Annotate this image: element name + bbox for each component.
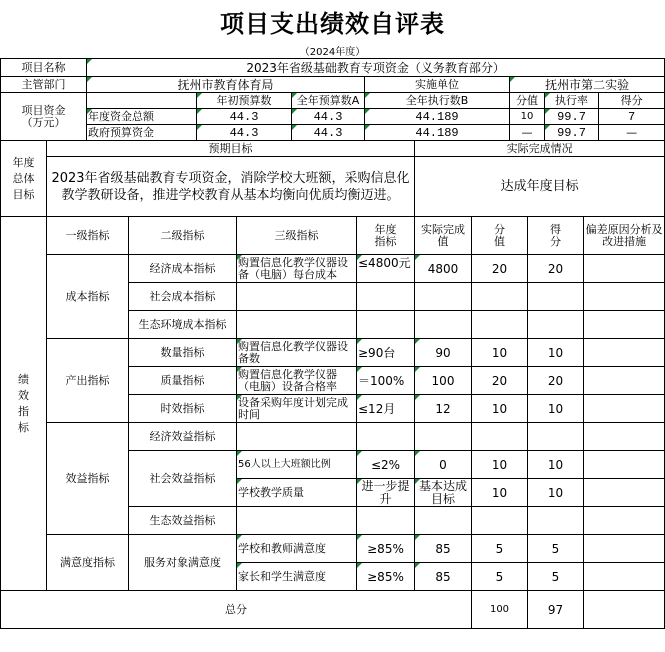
class-size-got: 10 [528, 451, 584, 479]
output-indicator-label: 产出指标 [47, 339, 129, 423]
quantity-score: 10 [472, 339, 528, 367]
quantity-label: 数量指标 [129, 339, 237, 367]
actual-status-header: 实际完成情况 [415, 141, 665, 157]
eco-benefit-target [357, 507, 415, 535]
cost-indicator-label: 成本指标 [47, 255, 129, 339]
fund-label-text: 项目资金 [21, 103, 66, 117]
economic-benefit-score [472, 423, 528, 451]
teacher-satisfaction-score: 5 [472, 535, 528, 563]
economic-cost-label: 经济成本指标 [129, 255, 237, 283]
lvl1-header: 一级指标 [47, 217, 129, 255]
teacher-satisfaction-target: ≥85% [357, 535, 415, 563]
gov-budget-exec: 44.189 [365, 125, 510, 141]
total-score: 100 [472, 591, 528, 629]
parent-satisfaction-target: ≥85% [357, 563, 415, 591]
class-size-item: 56人以上大班额比例 [237, 451, 357, 479]
teaching-quality-target [357, 479, 415, 507]
expected-goal-header: 预期目标 [47, 141, 415, 157]
quality-actual: 100 [415, 367, 472, 395]
expected-goal-text: 2023年省级基础教育专项资金，消除学校大班额，采购信息化教学教研设备，推进学校教育从基本均衡向优质均衡迈进。 [47, 157, 415, 217]
eco-cost-got [528, 311, 584, 339]
quantity-deviation [584, 339, 665, 367]
self-evaluation-table [0, 58, 665, 629]
quality-deviation [584, 367, 665, 395]
parent-satisfaction-item: 家长和学生满意度 [237, 563, 357, 591]
social-benefit-label: 社会效益指标 [129, 451, 237, 507]
teaching-quality-deviation [584, 479, 665, 507]
cost-score: 20 [472, 255, 528, 283]
quantity-target: ≥90台 [357, 339, 415, 367]
parent-satisfaction-score: 5 [472, 563, 528, 591]
class-size-score: 10 [472, 451, 528, 479]
annual-total-label: 年度资金总额 [87, 109, 197, 125]
impl-unit-label: 实施单位 [365, 77, 510, 93]
teacher-satisfaction-actual: 85 [415, 535, 472, 563]
eco-benefit-got [528, 507, 584, 535]
social-cost-actual [415, 283, 472, 311]
time-item [237, 395, 357, 423]
eco-benefit-item [237, 507, 357, 535]
eco-cost-label: 生态环境成本指标 [129, 311, 237, 339]
score-col-header [472, 217, 528, 255]
parent-satisfaction-actual: 85 [415, 563, 472, 591]
eco-benefit-actual [415, 507, 472, 535]
gov-budget-got: — [599, 125, 665, 141]
score-value-header: 分值 [510, 93, 545, 109]
economic-benefit-label: 经济效益指标 [129, 423, 237, 451]
quality-item [237, 367, 357, 395]
cost-actual: 4800 [415, 255, 472, 283]
lvl3-header: 三级指标 [237, 217, 357, 255]
service-satisfaction-label: 服务对象满意度 [129, 535, 237, 591]
eco-benefit-label: 生态效益指标 [129, 507, 237, 535]
class-size-target: ≤2% [357, 451, 415, 479]
project-name-label: 项目名称 [1, 59, 87, 77]
actual-value-text: 实际完成值 [421, 222, 465, 248]
quality-target: ＝100% [357, 367, 415, 395]
annual-total-score: 10 [510, 109, 545, 125]
year-label: （2024年度） [299, 47, 366, 58]
department-label: 主管部门 [1, 77, 87, 93]
teaching-quality-got: 10 [528, 479, 584, 507]
perf-char-2: 效 [18, 388, 29, 402]
quality-score: 20 [472, 367, 528, 395]
eco-benefit-score [472, 507, 528, 535]
gov-budget-score: — [510, 125, 545, 141]
teaching-quality-score: 10 [472, 479, 528, 507]
year-index-text: 年度指标 [374, 222, 397, 248]
actual-value-header [415, 217, 472, 255]
quality-label: 质量指标 [129, 367, 237, 395]
time-item-text: 设备采购年度计划完成时间 [238, 396, 348, 421]
social-cost-label: 社会成本指标 [129, 283, 237, 311]
eco-cost-score [472, 311, 528, 339]
annual-budget-header: 年初预算数 [197, 93, 292, 109]
time-target: ≤12月 [357, 395, 415, 423]
economic-benefit-actual [415, 423, 472, 451]
total-deviation [584, 591, 665, 629]
annual-total-got: 7 [599, 109, 665, 125]
goal-label-line2: 总体 [12, 171, 35, 185]
social-cost-got [528, 283, 584, 311]
teacher-satisfaction-deviation [584, 535, 665, 563]
eco-cost-item [237, 311, 357, 339]
score-header: 得分 [599, 93, 665, 109]
score-col-text: 分值 [494, 222, 505, 248]
quantity-got: 10 [528, 339, 584, 367]
department-value: 抚州市教育体育局 [87, 77, 365, 93]
fund-blank-header [87, 93, 197, 109]
annual-total-rate: 99.7 [545, 109, 599, 125]
perf-char-3: 指 [18, 404, 29, 418]
fund-label [1, 93, 87, 141]
cost-target-text: ≤4800元 [358, 256, 411, 270]
perf-char-1: 绩 [18, 372, 29, 386]
social-cost-score [472, 283, 528, 311]
teaching-quality-actual-text: 基本达成目标 [418, 479, 467, 506]
gov-budget-label: 政府预算资金 [87, 125, 197, 141]
annual-total-full: 44.3 [292, 109, 365, 125]
cost-deviation [584, 255, 665, 283]
page-title: 项目支出绩效自评表 [220, 9, 445, 38]
quantity-actual: 90 [415, 339, 472, 367]
impl-unit-value: 抚州市第二实验 [510, 77, 665, 93]
total-label: 总分 [1, 591, 472, 629]
time-actual: 12 [415, 395, 472, 423]
satisfaction-indicator-label: 满意度指标 [47, 535, 129, 591]
annual-goal-label [1, 141, 47, 217]
eco-cost-actual [415, 311, 472, 339]
time-label: 时效指标 [129, 395, 237, 423]
parent-satisfaction-got: 5 [528, 563, 584, 591]
class-size-actual: 0 [415, 451, 472, 479]
economic-benefit-deviation [584, 423, 665, 451]
full-exec-header: 全年执行数B [365, 93, 510, 109]
goal-label-line1: 年度 [12, 155, 35, 169]
cost-item-text: 购置信息化教学仪器设备（电脑）每台成本 [238, 256, 348, 281]
actual-status-text: 达成年度目标 [415, 157, 665, 217]
class-size-deviation [584, 451, 665, 479]
year-index-header [357, 217, 415, 255]
quality-item-text: 购置信息化教学仪器（电脑）设备合格率 [238, 368, 337, 393]
eco-benefit-deviation [584, 507, 665, 535]
got-col-header [528, 217, 584, 255]
economic-benefit-target [357, 423, 415, 451]
parent-satisfaction-deviation [584, 563, 665, 591]
gov-budget-annual: 44.3 [197, 125, 292, 141]
full-budget-header: 全年预算数A [292, 93, 365, 109]
goal-label-line3: 目标 [12, 187, 35, 201]
time-deviation [584, 395, 665, 423]
exec-rate-header: 执行率 [545, 93, 599, 109]
cost-got: 20 [528, 255, 584, 283]
eco-cost-target [357, 311, 415, 339]
social-cost-item [237, 283, 357, 311]
economic-benefit-item [237, 423, 357, 451]
cost-item [237, 255, 357, 283]
eco-cost-deviation [584, 311, 665, 339]
social-cost-target [357, 283, 415, 311]
social-cost-deviation [584, 283, 665, 311]
teacher-satisfaction-got: 5 [528, 535, 584, 563]
total-got: 97 [528, 591, 584, 629]
quantity-item-text: 购置信息化教学仪器设备数 [238, 340, 348, 365]
teaching-quality-target-text: 进一步提升 [361, 479, 410, 506]
perf-indicator-label [1, 217, 47, 591]
perf-char-4: 标 [18, 420, 29, 434]
teacher-satisfaction-item: 学校和教师满意度 [237, 535, 357, 563]
annual-total-annual: 44.3 [197, 109, 292, 125]
economic-benefit-got [528, 423, 584, 451]
lvl2-header: 二级指标 [129, 217, 237, 255]
annual-total-exec: 44.189 [365, 109, 510, 125]
got-col-text: 得分 [550, 222, 561, 248]
time-score: 10 [472, 395, 528, 423]
teaching-quality-item: 学校教学质量 [237, 479, 357, 507]
project-name-value: 2023年省级基础教育专项资金（义务教育部分） [87, 59, 665, 77]
cost-target [357, 255, 415, 283]
teaching-quality-actual [415, 479, 472, 507]
deviation-header: 偏差原因分析及改进措施 [584, 217, 665, 255]
quality-got: 20 [528, 367, 584, 395]
time-got: 10 [528, 395, 584, 423]
benefit-indicator-label: 效益指标 [47, 423, 129, 535]
gov-budget-full: 44.3 [292, 125, 365, 141]
fund-unit-text: （万元） [21, 115, 66, 129]
gov-budget-rate: 99.7 [545, 125, 599, 141]
quantity-item [237, 339, 357, 367]
